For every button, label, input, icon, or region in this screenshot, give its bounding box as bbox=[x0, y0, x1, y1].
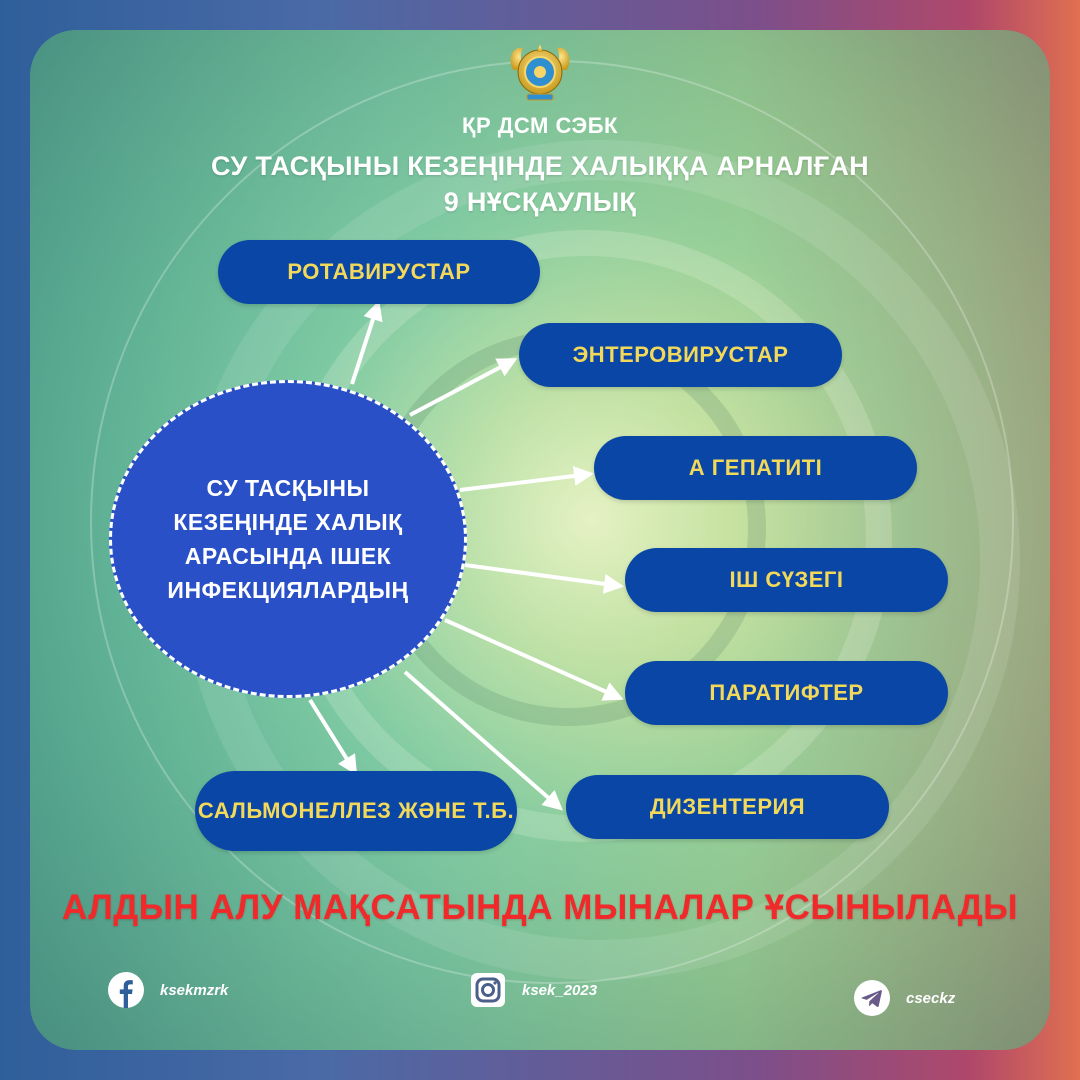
arrow-to-item-2 bbox=[460, 474, 590, 490]
arrow-to-item-3 bbox=[465, 565, 620, 586]
social-facebook[interactable] bbox=[108, 972, 228, 1008]
prevention-heading: АЛДЫН АЛУ МАҚСАТЫНДА МЫНАЛАР ҰСЫНЫЛАДЫ bbox=[62, 888, 1018, 927]
page-title-line2: 9 НҰСҚАУЛЫҚ bbox=[443, 187, 637, 217]
instagram-handle: ksek_2023 bbox=[522, 981, 598, 999]
page-title-line1: СУ ТАСҚЫНЫ КЕЗЕҢІНДЕ ХАЛЫҚҚА АРНАЛҒАН bbox=[211, 151, 869, 181]
item-pill-dysentery: ДИЗЕНТЕРИЯ bbox=[566, 775, 889, 839]
item-pill-salmonellosis-text: САЛЬМОНЕЛЛЕЗ ЖӘНЕ Т.Б. bbox=[197, 798, 515, 823]
organization-name: ҚР ДСМ СЭБК bbox=[462, 113, 618, 138]
item-pill-salmonellosis bbox=[195, 771, 517, 851]
social-instagram[interactable] bbox=[470, 972, 597, 1008]
arrow-to-item-1 bbox=[410, 360, 514, 415]
facebook-handle: ksekmzrk bbox=[160, 981, 229, 999]
item-pill-enteroviruses: ЭНТЕРОВИРУСТАР bbox=[519, 323, 842, 387]
arrow-to-item-6 bbox=[310, 700, 355, 772]
item-pill-rotaviruses: РОТАВИРУСТАР bbox=[218, 240, 540, 304]
instagram-icon bbox=[470, 972, 506, 1008]
item-pill-hepatitis-a: А ГЕПАТИТІ bbox=[594, 436, 917, 500]
item-pill-paratyphoid: ПАРАТИФТЕР bbox=[625, 661, 948, 725]
arrow-to-item-4 bbox=[445, 620, 620, 698]
telegram-icon bbox=[854, 980, 890, 1016]
telegram-handle: cseckz bbox=[906, 989, 956, 1007]
social-telegram[interactable] bbox=[854, 980, 955, 1016]
center-topic-circle bbox=[109, 380, 467, 698]
item-pill-typhoid: ІШ СҮЗЕГІ bbox=[625, 548, 948, 612]
arrow-to-item-0 bbox=[352, 304, 378, 384]
facebook-icon bbox=[108, 972, 144, 1008]
center-topic-text: СУ ТАСҚЫНЫ КЕЗЕҢІНДЕ ХАЛЫҚ АРАСЫНДА ІШЕК ИНФЕКЦИЯЛАРДЫҢ bbox=[167, 475, 409, 603]
